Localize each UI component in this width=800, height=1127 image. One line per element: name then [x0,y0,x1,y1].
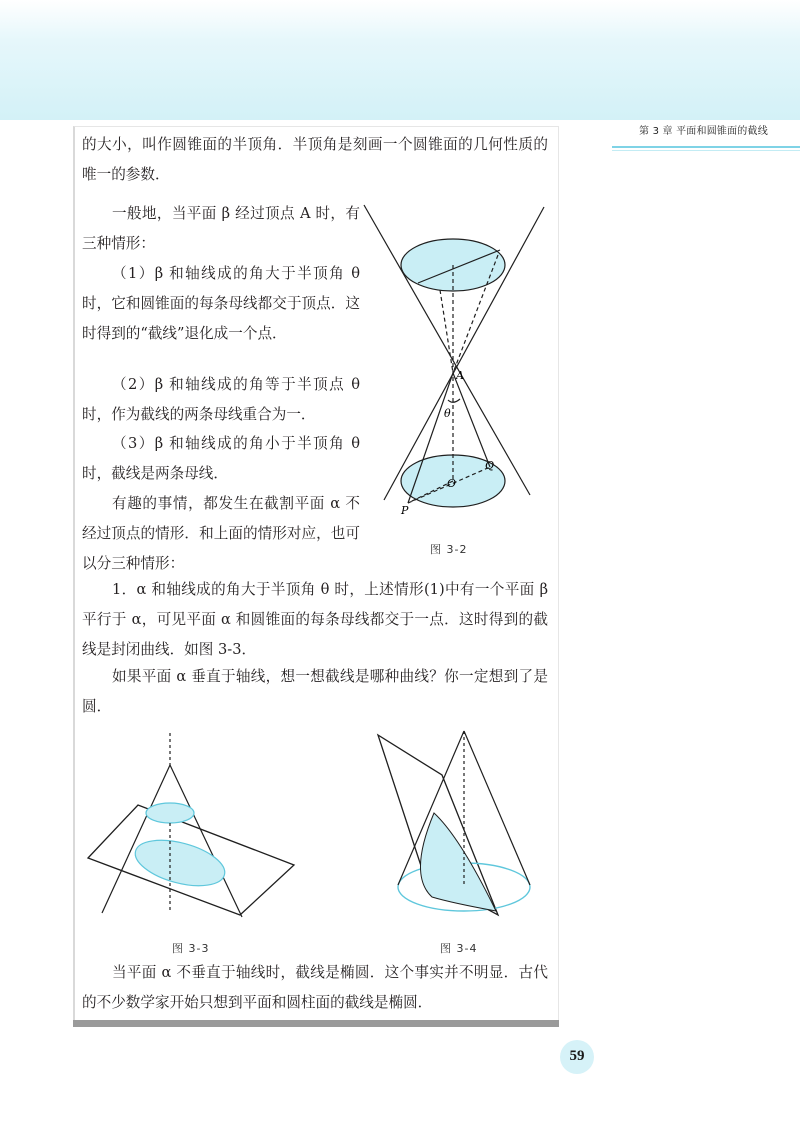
paragraph-intro: 的大小，叫作圆锥面的半顶角．半顶角是刻画一个圆锥面的几何性质的唯一的参数． [82,136,548,183]
figure-3-2 [350,195,560,525]
generatrix-AQ [453,373,490,467]
paragraph-ellipse: 当平面 α 不垂直于轴线时，截线是椭圆．这个事实并不明显．古代的不少数学家开始只想到平面和圆柱面的截线是椭圆． [82,964,548,1011]
panel-bottom-shadow [73,1020,559,1027]
ellipse-section [130,832,229,894]
theta-arc [448,399,460,402]
section-region [420,813,496,911]
paragraph-plane-beta: 一般地，当平面 β 经过顶点 A 时，有三种情形： [82,205,360,252]
paragraph-circle: 如果平面 α 垂直于轴线，想一想截线是哪种曲线？你一定想到了是圆． [82,668,548,715]
paragraph-alpha-case-1: 1．α 和轴线成的角大于半顶角 θ 时，上述情形(1)中有一个平面 β 平行于 α，可见平面 α 和圆锥面的每条母线都交于一点．这时得到的截线是封闭曲线．如图 3-3． [82,581,548,658]
cone-right-edge [464,731,530,885]
caption-figure-3-2: 图 3-2 [430,543,468,556]
label-O: O [447,477,457,490]
paragraph-case-1: （1）β 和轴线成的角大于半顶角 θ 时，它和圆锥面的每条母线都交于顶点．这时得到的“截线”退化成一个点． [82,265,360,342]
chapter-rule-secondary [612,150,800,151]
cone-left-edge [102,765,170,913]
page-number: 59 [560,1040,594,1074]
caption-figure-3-4: 图 3-4 [440,942,478,955]
paragraph-interesting: 有趣的事情，都发生在截割平面 α 不经过顶点的情形．和上面的情形对应，也可以分三种情形： [82,495,360,572]
paragraph-case-3: （3）β 和轴线成的角小于半顶角 θ 时，截线是两条母线． [82,435,360,482]
paragraph-case-2: （2）β 和轴线成的角等于半顶点 θ 时，作为截线的两条母线重合为一． [82,376,360,423]
small-circle-section [146,803,194,823]
label-theta: θ [444,407,451,420]
chapter-rule [612,146,800,148]
label-A: A [456,369,464,382]
label-P: P [401,504,409,517]
chapter-title: 第 3 章 平面和圆锥面的截线 [639,126,768,137]
figure-3-4 [368,725,548,925]
caption-figure-3-3: 图 3-3 [172,942,210,955]
label-Q: Q [485,459,495,472]
top-band [0,0,800,120]
upper-dashed-1 [440,290,453,373]
figure-3-3 [82,725,302,925]
